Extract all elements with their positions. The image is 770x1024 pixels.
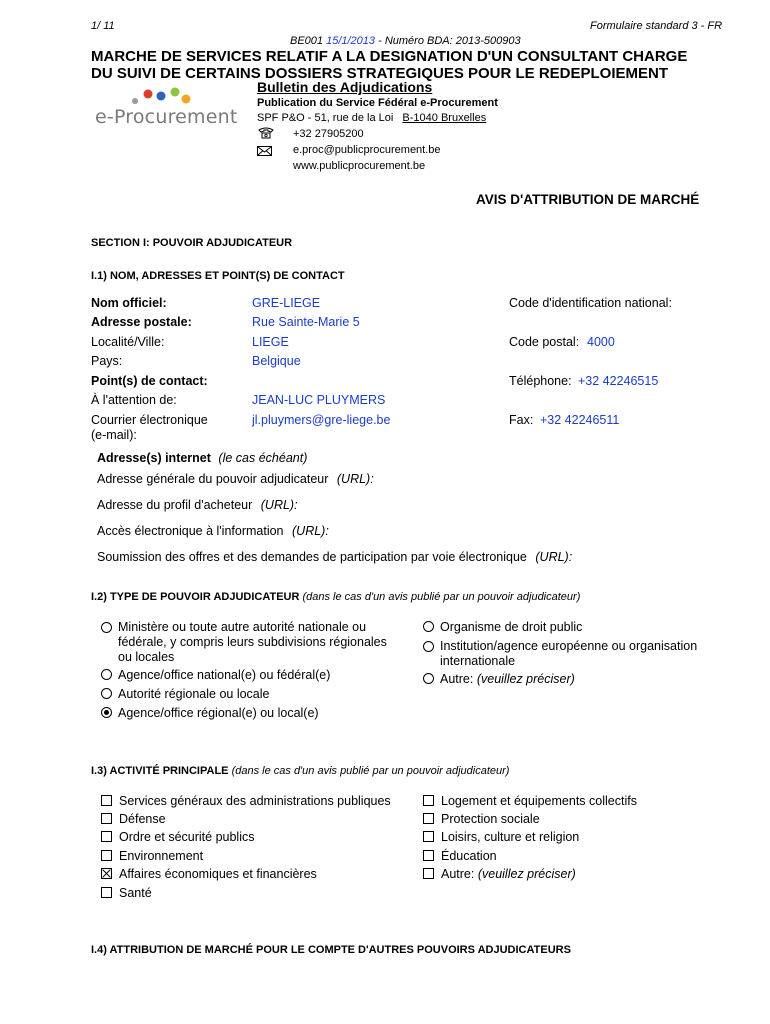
url-general-label: Adresse générale du pouvoir adjudicateur <box>97 472 329 486</box>
form-label: Formulaire standard 3 - FR <box>590 20 723 32</box>
i2-heading: I.2) TYPE DE POUVOIR ADJUDICATEUR <box>91 591 300 603</box>
e-procurement-logo <box>95 86 238 131</box>
publisher-email[interactable]: e.proc@publicprocurement.be <box>293 144 441 156</box>
i2-option-label: Ministère ou toute autre autorité nationale ou fédérale, y compris leurs subdivisions régionales ou locales <box>118 620 387 664</box>
i3-option-label: Autre: <box>441 867 475 881</box>
i3-option-loisirs[interactable] <box>423 830 579 845</box>
code-id-label: Code d'identification national: <box>509 296 672 310</box>
radio-icon[interactable] <box>101 688 112 699</box>
nom-label: Nom officiel: <box>91 296 167 310</box>
localite-label: Localité/Ville: <box>91 335 165 349</box>
bulletin-title: Bulletin des Adjudications <box>257 79 433 95</box>
url-soumission-suffix: (URL): <box>535 550 573 564</box>
url-acces-suffix: (URL): <box>292 524 329 538</box>
i3-option-defense[interactable] <box>101 812 166 827</box>
document-title-line2: DU SUIVI DE CERTAINS DOSSIERS STRATEGIQUES POUR LE REDEPLOIEMENT <box>91 65 669 82</box>
i1-heading: I.1) NOM, ADRESSES ET POINT(S) DE CONTACT <box>91 270 345 282</box>
checkbox-icon[interactable] <box>423 868 434 879</box>
i2-option-label: Organisme de droit public <box>440 620 583 634</box>
phone-icon <box>257 127 275 142</box>
i3-option-label: Logement et équipements collectifs <box>441 794 637 808</box>
i3-option-affaires-economiques[interactable] <box>101 867 317 882</box>
attention-label: À l'attention de: <box>91 393 177 407</box>
i3-option-label: Éducation <box>441 849 497 863</box>
i2-option-institution[interactable] <box>423 639 723 669</box>
i2-heading-row <box>91 591 580 603</box>
url-profil-row <box>97 498 298 512</box>
url-general-suffix: (URL): <box>336 472 374 486</box>
checkbox-icon[interactable] <box>423 831 434 842</box>
i3-option-note: (veuillez préciser) <box>477 867 576 881</box>
localite-value: LIEGE <box>252 335 289 349</box>
courrier-label-1: Courrier électronique <box>91 413 208 427</box>
i4-heading: I.4) ATTRIBUTION DE MARCHÉ POUR LE COMPTE D'AUTRES POUVOIRS ADJUDICATEURS <box>91 944 571 956</box>
pays-label: Pays: <box>91 354 123 368</box>
publisher-phone: +32 27905200 <box>293 128 364 140</box>
adresse-label: Adresse postale: <box>91 315 192 329</box>
reference-prefix: BE001 <box>290 35 324 47</box>
radio-icon[interactable] <box>423 641 434 652</box>
code-postal-value: 4000 <box>587 335 615 349</box>
radio-icon[interactable] <box>423 621 434 632</box>
i3-option-autre[interactable] <box>423 867 576 882</box>
courrier-label-2: (e-mail): <box>91 428 137 442</box>
publisher-city: B-1040 Bruxelles <box>402 112 487 124</box>
telephone-label: Téléphone: <box>509 374 572 388</box>
adresse-value: Rue Sainte-Marie 5 <box>252 315 360 329</box>
checkbox-icon[interactable] <box>101 850 112 861</box>
page-number: 1/ 11 <box>91 20 115 32</box>
i2-option-autre[interactable] <box>423 672 575 687</box>
checkbox-icon[interactable] <box>101 813 112 824</box>
i2-option-label: Autorité régionale ou locale <box>118 687 270 701</box>
i2-note: (dans le cas d'un avis publié par un pouvoir adjudicateur) <box>302 591 581 603</box>
reference-bda: - Numéro BDA: 2013-500903 <box>378 35 521 47</box>
i2-option-note: (veuillez préciser) <box>476 672 575 686</box>
code-postal-label: Code postal: <box>509 335 580 349</box>
i2-option-autorite-regionale[interactable] <box>101 687 270 702</box>
checkbox-icon[interactable] <box>101 868 112 879</box>
radio-icon[interactable] <box>101 669 112 680</box>
i3-heading-row <box>91 765 509 777</box>
i2-option-agence-nationale[interactable] <box>101 668 330 683</box>
section1-heading: SECTION I: POUVOIR ADJUDICATEUR <box>91 237 293 249</box>
reference-date: 15/1/2013 <box>326 35 376 47</box>
url-profil-suffix: (URL): <box>260 498 298 512</box>
checkbox-icon[interactable] <box>101 831 112 842</box>
checkbox-icon[interactable] <box>423 850 434 861</box>
i3-option-ordre-securite[interactable] <box>101 830 254 845</box>
publisher-street: SPF P&O - 51, rue de la Loi <box>257 112 394 124</box>
i3-option-label: Services généraux des administrations publiques <box>119 794 391 808</box>
internet-label: Adresse(s) internet <box>97 451 211 465</box>
checkbox-icon[interactable] <box>101 795 112 806</box>
internet-heading <box>97 451 307 465</box>
i3-option-label: Loisirs, culture et religion <box>441 830 580 844</box>
mail-icon <box>257 146 273 160</box>
i2-option-label: Autre: <box>440 672 474 686</box>
i3-option-label: Affaires économiques et financières <box>119 867 317 881</box>
i2-option-label: Agence/office national(e) ou fédéral(e) <box>118 668 331 682</box>
attention-value: JEAN-LUC PLUYMERS <box>252 393 386 407</box>
i3-heading: I.3) ACTIVITÉ PRINCIPALE <box>91 765 229 777</box>
i3-option-sante[interactable] <box>101 886 152 901</box>
i2-option-agence-regionale[interactable] <box>101 706 319 721</box>
radio-icon[interactable] <box>423 673 434 684</box>
i3-option-label: Santé <box>119 886 152 900</box>
i2-option-organisme-public[interactable] <box>423 620 582 635</box>
i3-note: (dans le cas d'un avis publié par un pouvoir adjudicateur) <box>231 765 510 777</box>
nom-value: GRE-LIEGE <box>252 296 321 310</box>
url-soumission-row <box>97 550 572 564</box>
publisher-address <box>257 112 486 124</box>
i3-option-logement[interactable] <box>423 794 637 809</box>
i2-option-ministere[interactable] <box>101 620 401 665</box>
i3-option-environnement[interactable] <box>101 849 203 864</box>
url-soumission-label: Soumission des offres et des demandes de participation par voie électronique <box>97 550 527 564</box>
url-acces-label: Accès électronique à l'information <box>97 524 284 538</box>
i3-option-education[interactable] <box>423 849 497 864</box>
fax-label: Fax: <box>509 413 534 427</box>
checkbox-icon[interactable] <box>423 813 434 824</box>
courrier-value[interactable]: jl.pluymers@gre-liege.be <box>252 413 391 427</box>
pays-value: Belgique <box>252 354 301 368</box>
checkbox-icon[interactable] <box>101 887 112 898</box>
i3-option-label: Ordre et sécurité publics <box>119 830 255 844</box>
url-general-row <box>97 472 374 486</box>
publication-line: Publication du Service Fédéral e-Procurement <box>257 97 498 109</box>
notice-title: AVIS D'ATTRIBUTION DE MARCHÉ <box>476 192 700 207</box>
i2-option-label: Agence/office régional(e) ou local(e) <box>118 706 319 720</box>
i3-option-protection-sociale[interactable] <box>423 812 540 827</box>
i3-option-label: Protection sociale <box>441 812 540 826</box>
points-contact-label: Point(s) de contact: <box>91 374 208 388</box>
i2-option-label: Institution/agence européenne ou organisation internationale <box>440 639 698 668</box>
telephone-value: +32 42246515 <box>578 374 659 388</box>
url-acces-row <box>97 524 329 538</box>
logo-text: e-Procurement <box>95 106 238 128</box>
i3-option-services-generaux[interactable] <box>101 794 391 809</box>
i3-option-label: Défense <box>119 812 166 826</box>
publisher-website[interactable]: www.publicprocurement.be <box>293 160 426 172</box>
radio-icon[interactable] <box>101 622 112 633</box>
i3-option-label: Environnement <box>119 849 204 863</box>
fax-value: +32 42246511 <box>540 413 620 427</box>
url-profil-label: Adresse du profil d'acheteur <box>97 498 253 512</box>
document-title-line1: MARCHE DE SERVICES RELATIF A LA DESIGNATION D'UN CONSULTANT CHARGE <box>91 48 688 65</box>
radio-icon[interactable] <box>101 707 112 718</box>
internet-note: (le cas échéant) <box>218 451 308 465</box>
reference-line <box>290 35 521 47</box>
checkbox-icon[interactable] <box>423 795 434 806</box>
